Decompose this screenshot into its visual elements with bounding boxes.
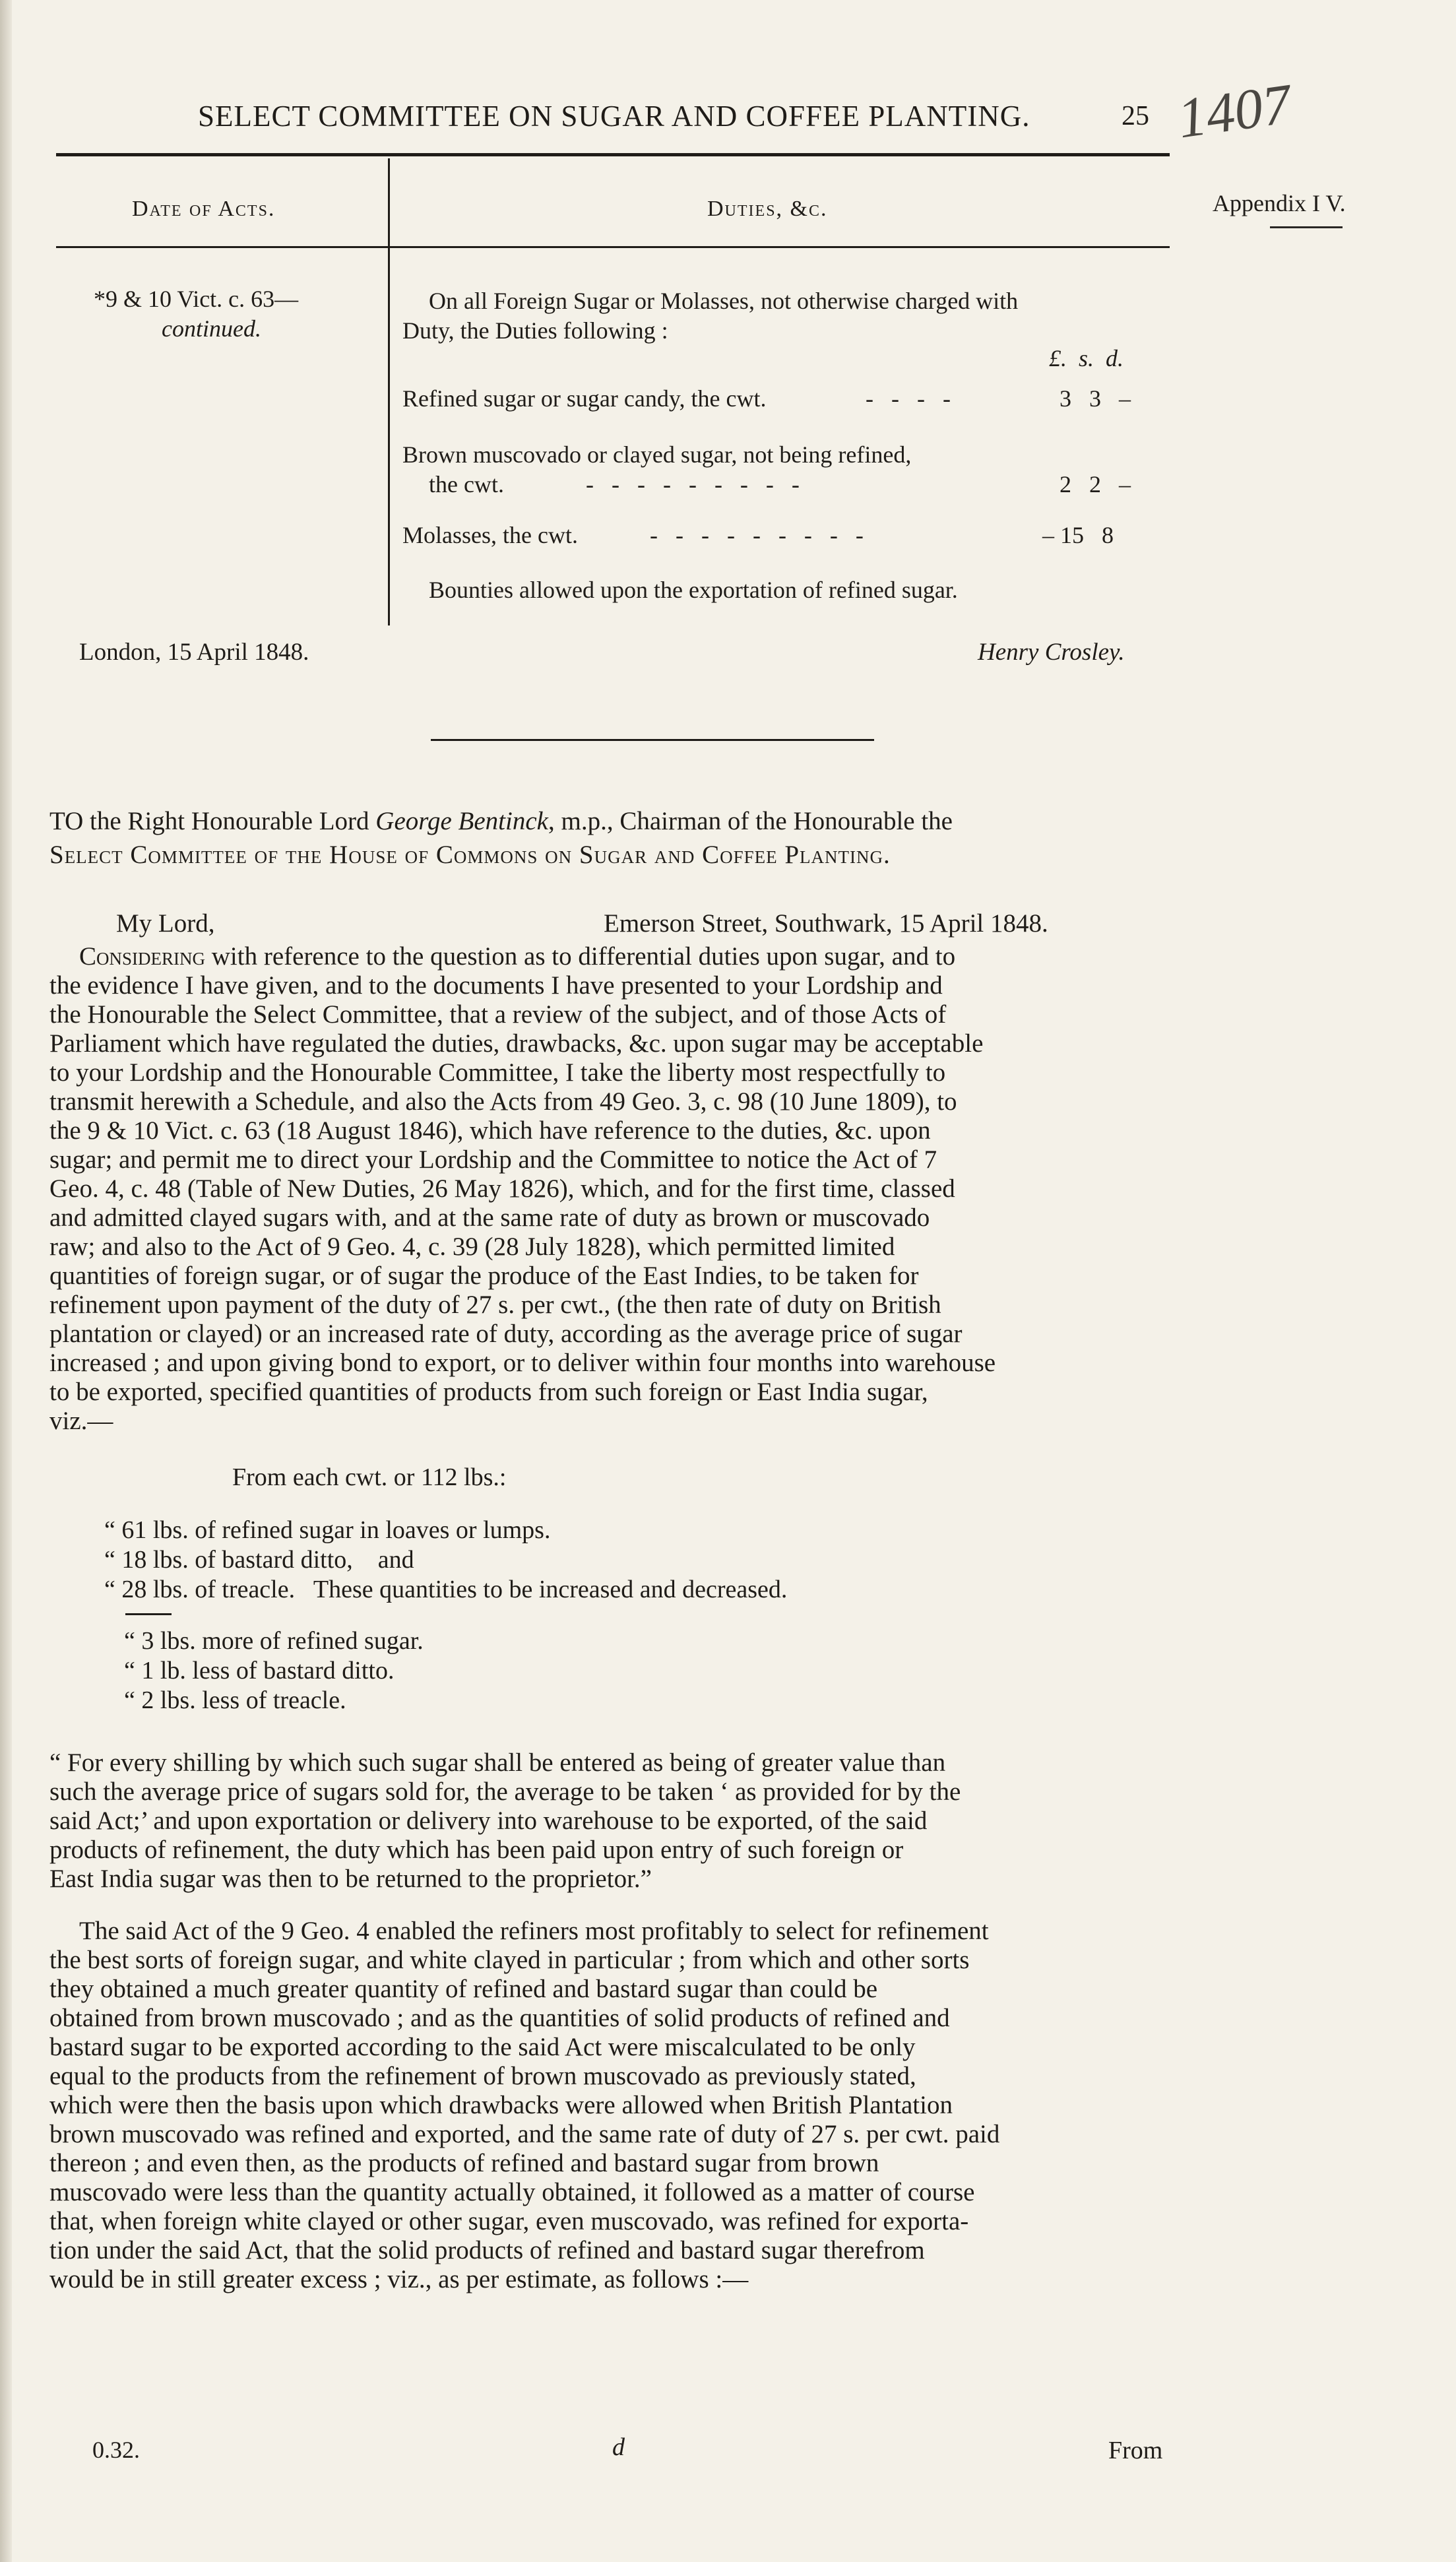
header-rule-thick — [56, 153, 1170, 156]
para2-line: the best sorts of foreign sugar, and white clayed in particular ; from which and other sorts — [49, 1946, 970, 1974]
column-header-date-of-acts: Date of Acts. — [132, 197, 276, 221]
letter-address-line-1 — [49, 808, 953, 834]
act-reference: *9 & 10 Vict. c. 63— — [94, 286, 299, 312]
adjustments-rule — [125, 1613, 172, 1615]
currency-header: £. s. d. — [1049, 345, 1124, 371]
para2-line: muscovado were less than the quantity actually obtained, it followed as a matter of course — [49, 2178, 975, 2206]
para2-line: they obtained a much greater quantity of refined and bastard sugar than could be — [49, 1975, 878, 2003]
dateline: Emerson Street, Southwark, 15 April 1848. — [604, 909, 1048, 938]
bounties-note: Bounties allowed upon the exportation of refined sugar. — [429, 577, 958, 603]
para1-line: sugar; and permit me to direct your Lordship and the Committee to notice the Act of 7 — [49, 1145, 937, 1174]
para1-line: Parliament which have regulated the duties, drawbacks, &c. upon sugar may be acceptable — [49, 1029, 984, 1058]
column-header-rule — [56, 246, 1170, 248]
duty-row-brown-dashes: - - - - - - - - - — [586, 471, 800, 497]
duty-row-brown-label: Brown muscovado or clayed sugar, not being refined, — [402, 441, 912, 468]
para1-line: to be exported, specified quantities of products from such foreign or East India sugar, — [49, 1378, 928, 1406]
para1-lead-word: Considering — [79, 942, 206, 971]
quote-line: “ For every shilling by which such sugar shall be entered as being of greater value than — [49, 1748, 946, 1777]
para1-line: raw; and also to the Act of 9 Geo. 4, c. 39 (28 July 1828), which permitted limited — [49, 1233, 895, 1261]
section-divider — [431, 739, 874, 741]
para2-line: tion under the said Act, that the solid products of refined and bastard sugar therefrom — [49, 2236, 925, 2264]
running-header-title: SELECT COMMITTEE ON SUGAR AND COFFEE PLANTING. — [198, 100, 1030, 133]
para2-line: which were then the basis upon which drawbacks were allowed when British Plantation — [49, 2091, 953, 2119]
para1-line: increased ; and upon giving bond to export, or to deliver within four months into warehouse — [49, 1349, 996, 1377]
para2-line: equal to the products from the refinement of brown muscovado as previously stated, — [49, 2062, 916, 2090]
quote-line: East India sugar was then to be returned to the proprietor.” — [49, 1865, 652, 1893]
signature: Henry Crosley. — [978, 639, 1125, 666]
paragraph-2 — [49, 1917, 1174, 2294]
column-divider — [388, 158, 390, 625]
quote-line: said Act;’ and upon exportation or delivery into warehouse to be exported, of the said — [49, 1807, 928, 1835]
paragraph-1 — [49, 942, 1174, 1436]
duty-row-refined-amount: 3 3 – — [1060, 385, 1131, 412]
para2-line: thereon ; and even then, as the products of refined and bastard sugar from brown — [49, 2149, 879, 2177]
adjustment-line: “ 1 lb. less of bastard ditto. — [124, 1657, 395, 1684]
page-binding-edge — [0, 0, 12, 2562]
from-each-cwt: From each cwt. or 112 lbs.: — [232, 1463, 507, 1491]
address-name: George Bentinck — [375, 807, 548, 835]
adjustment-line: “ 3 lbs. more of refined sugar. — [124, 1627, 424, 1655]
duties-intro-line-2: Duty, the Duties following : — [402, 317, 668, 344]
para1-line: to your Lordship and the Honourable Committee, I take the liberty most respectfully to — [49, 1058, 946, 1087]
para1-line: and admitted clayed sugars with, and at the same rate of duty as brown or muscovado — [49, 1203, 930, 1232]
quantity-line: “ 28 lbs. of treacle. These quantities to be increased and decreased. — [104, 1576, 788, 1603]
letter-address-line-2: Select Committee of the House of Commons on Sugar and Coffee Planting. — [49, 841, 891, 869]
para1-line: quantities of foreign sugar, or of sugar the produce of the East Indies, to be taken for — [49, 1262, 919, 1290]
para1-line: transmit herewith a Schedule, and also the Acts from 49 Geo. 3, c. 98 (10 June 1809), to — [49, 1087, 957, 1116]
duty-row-molasses-label: Molasses, the cwt. — [402, 522, 578, 548]
address-suffix: , m.p., Chairman of the Honourable the — [548, 807, 953, 835]
para1-line: the evidence I have given, and to the documents I have presented to your Lordship and — [49, 971, 943, 1000]
column-header-duties: Duties, &c. — [707, 197, 828, 221]
quantity-line: “ 61 lbs. of refined sugar in loaves or lumps. — [104, 1516, 551, 1544]
duty-row-molasses-amount: – 15 8 — [1042, 522, 1114, 548]
adjustment-line: “ 2 lbs. less of treacle. — [124, 1686, 346, 1714]
duty-row-molasses-dashes: - - - - - - - - - — [650, 522, 864, 548]
para2-line: The said Act of the 9 Geo. 4 enabled the refiners most profitably to select for refinement — [79, 1917, 989, 1945]
duty-row-refined-dashes: - - - - — [866, 385, 951, 412]
para1-line: Geo. 4, c. 48 (Table of New Duties, 26 May 1826), which, and for the first time, classed — [49, 1174, 955, 1203]
duty-row-brown-amount: 2 2 – — [1060, 471, 1131, 497]
place-date: London, 15 April 1848. — [79, 639, 309, 666]
para2-line: brown muscovado was refined and exported, and the same rate of duty of 27 s. per cwt. paid — [49, 2120, 1000, 2148]
footer-sheet-mark: 0.32. — [92, 2437, 140, 2463]
duty-row-refined-label: Refined sugar or sugar candy, the cwt. — [402, 385, 767, 412]
act-continued: continued. — [162, 315, 261, 342]
para1-line: the 9 & 10 Vict. c. 63 (18 August 1846), which have reference to the duties, &c. upon — [49, 1116, 931, 1145]
footer-catchword: From — [1108, 2437, 1163, 2464]
para1-line: viz.— — [49, 1407, 113, 1435]
quote-line: such the average price of sugars sold for, the average to be taken ‘ as provided for by the — [49, 1777, 961, 1806]
para2-line: that, when foreign white clayed or other sugar, even muscovado, was refined for exporta- — [49, 2207, 969, 2235]
quote-line: products of refinement, the duty which has been paid upon entry of such foreign or — [49, 1836, 904, 1864]
address-prefix: TO the Right Honourable Lord — [49, 807, 376, 835]
footer-signature-letter: d — [612, 2433, 625, 2461]
para1-line: with reference to the question as to differential duties upon sugar, and to — [205, 942, 956, 971]
duties-intro-line-1: On all Foreign Sugar or Molasses, not otherwise charged with — [429, 288, 1019, 314]
duty-row-brown-label-cont: the cwt. — [429, 471, 504, 497]
handwritten-folio-number: 1407 — [1174, 71, 1295, 150]
quantity-line: “ 18 lbs. of bastard ditto, and — [104, 1546, 414, 1574]
para2-line: bastard sugar to be exported according to the said Act were miscalculated to be only — [49, 2033, 916, 2061]
para2-line: would be in still greater excess ; viz., as per estimate, as follows :— — [49, 2265, 749, 2293]
appendix-label: Appendix I V. — [1213, 190, 1346, 216]
quoted-paragraph — [49, 1748, 1174, 1894]
para2-line: obtained from brown muscovado ; and as the quantities of solid products of refined and — [49, 2004, 950, 2032]
salutation: My Lord, — [116, 909, 215, 938]
page-number: 25 — [1122, 101, 1149, 131]
para1-line: plantation or clayed) or an increased rate of duty, according as the average price of sugar — [49, 1320, 963, 1348]
para1-line: the Honourable the Select Committee, that a review of the subject, and of those Acts of — [49, 1000, 947, 1029]
para1-line: refinement upon payment of the duty of 27 s. per cwt., (the then rate of duty on British — [49, 1291, 941, 1319]
appendix-underline — [1270, 226, 1343, 228]
